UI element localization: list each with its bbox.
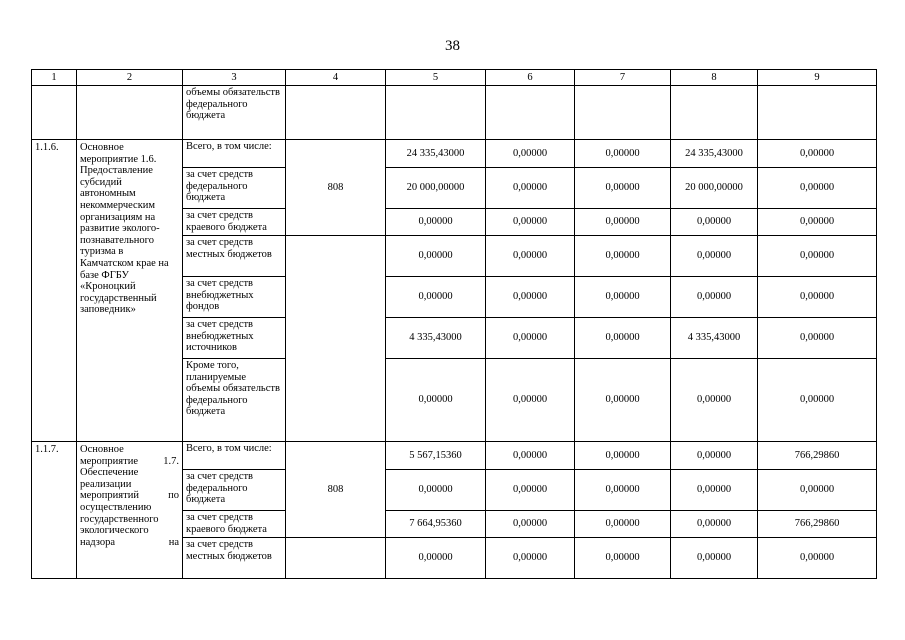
page-number: 38 (445, 38, 460, 54)
value-cell: 0,00000 (386, 359, 486, 442)
column-number: 7 (575, 70, 671, 86)
value-cell: 5 567,15360 (386, 442, 486, 470)
item-name-line: надзора на (80, 536, 179, 548)
value-cell: 0,00000 (575, 359, 671, 442)
value-cell: 4 335,43000 (671, 318, 758, 359)
value-cell: 0,00000 (758, 236, 877, 277)
value-cell: 0,00000 (671, 209, 758, 236)
funding-source: за счет средств внебюджетных источников (183, 318, 286, 359)
value-cell: 0,00000 (575, 442, 671, 470)
value-cell: 0,00000 (758, 359, 877, 442)
value-cell: 0,00000 (758, 318, 877, 359)
value-cell: 20 000,00000 (671, 168, 758, 209)
table-row (32, 140, 877, 168)
value-cell: 0,00000 (486, 168, 575, 209)
value-cell: 0,00000 (386, 236, 486, 277)
value-cell: 0,00000 (575, 140, 671, 168)
item-name: Основное мероприятие 1.6. Предоставление субсидий автономным некоммерческим организациям на развитие эколого-познавательного туризма в Камчатском крае на базе ФГБУ «Кроноцкий государственный заповедник» (77, 140, 183, 442)
funding-source: объемы обязательств федерального бюджета (183, 86, 286, 140)
value-cell: 7 664,95360 (386, 511, 486, 538)
column-number: 4 (286, 70, 386, 86)
table-row (32, 442, 877, 470)
value-cell: 0,00000 (386, 470, 486, 511)
item-name-line: государственного (80, 513, 159, 525)
value-cell: 0,00000 (486, 538, 575, 579)
item-name-line: реализации (80, 478, 132, 490)
table-row (32, 86, 877, 140)
value-cell: 0,00000 (486, 277, 575, 318)
budget-table (31, 69, 877, 579)
value-cell: 0,00000 (758, 140, 877, 168)
funding-source: за счет средств краевого бюджета (183, 511, 286, 538)
value-cell: 0,00000 (486, 140, 575, 168)
funding-source: за счет средств местных бюджетов (183, 538, 286, 579)
item-name-line: осуществлению (80, 501, 152, 513)
value-cell: 0,00000 (386, 277, 486, 318)
funding-source: за счет средств федерального бюджета (183, 470, 286, 511)
grbs-code: 808 (286, 442, 386, 538)
value-cell: 0,00000 (486, 318, 575, 359)
value-cell: 20 000,00000 (386, 168, 486, 209)
value-cell: 4 335,43000 (386, 318, 486, 359)
value-cell: 0,00000 (486, 209, 575, 236)
column-number: 6 (486, 70, 575, 86)
grbs-code: 808 (286, 140, 386, 236)
value-cell: 0,00000 (575, 318, 671, 359)
value-cell: 24 335,43000 (671, 140, 758, 168)
funding-source: за счет средств местных бюджетов (183, 236, 286, 277)
value-cell: 0,00000 (758, 538, 877, 579)
value-cell: 0,00000 (671, 277, 758, 318)
funding-source: Кроме того, планируемые объемы обязательств федерального бюджета (183, 359, 286, 442)
value-cell: 0,00000 (671, 511, 758, 538)
value-cell: 24 335,43000 (386, 140, 486, 168)
item-code: 1.1.6. (32, 140, 77, 442)
column-number: 5 (386, 70, 486, 86)
item-name-line: Обеспечение (80, 467, 139, 479)
value-cell: 0,00000 (486, 442, 575, 470)
value-cell: 0,00000 (486, 511, 575, 538)
value-cell: 0,00000 (671, 442, 758, 470)
value-cell: 0,00000 (575, 538, 671, 579)
column-number: 2 (77, 70, 183, 86)
item-code: 1.1.7. (32, 442, 77, 579)
value-cell: 0,00000 (758, 277, 877, 318)
value-cell: 766,29860 (758, 442, 877, 470)
value-cell: 0,00000 (575, 470, 671, 511)
item-name-line: мероприятий по (80, 490, 179, 502)
funding-source: Всего, в том числе: (183, 140, 286, 168)
value-cell: 0,00000 (671, 359, 758, 442)
funding-source: за счет средств федерального бюджета (183, 168, 286, 209)
funding-source: за счет средств краевого бюджета (183, 209, 286, 236)
value-cell: 0,00000 (671, 236, 758, 277)
value-cell: 0,00000 (386, 209, 486, 236)
value-cell: 0,00000 (758, 168, 877, 209)
value-cell: 0,00000 (575, 168, 671, 209)
item-name-line: Основное (80, 444, 124, 455)
column-number: 1 (32, 70, 77, 86)
item-name-line: мероприятие 1.7. (80, 455, 179, 467)
value-cell: 0,00000 (486, 470, 575, 511)
value-cell: 0,00000 (486, 236, 575, 277)
item-name (77, 442, 183, 579)
value-cell: 0,00000 (758, 470, 877, 511)
value-cell: 0,00000 (671, 470, 758, 511)
value-cell: 0,00000 (486, 359, 575, 442)
value-cell: 0,00000 (575, 511, 671, 538)
funding-source: Всего, в том числе: (183, 442, 286, 470)
column-number: 3 (183, 70, 286, 86)
column-number: 9 (758, 70, 877, 86)
column-number-row (32, 70, 877, 86)
funding-source: за счет средств внебюджетных фондов (183, 277, 286, 318)
value-cell: 0,00000 (575, 277, 671, 318)
value-cell: 766,29860 (758, 511, 877, 538)
value-cell: 0,00000 (758, 209, 877, 236)
value-cell: 0,00000 (386, 538, 486, 579)
value-cell: 0,00000 (575, 236, 671, 277)
item-name-line: экологического (80, 525, 149, 537)
value-cell: 0,00000 (671, 538, 758, 579)
value-cell: 0,00000 (575, 209, 671, 236)
column-number: 8 (671, 70, 758, 86)
